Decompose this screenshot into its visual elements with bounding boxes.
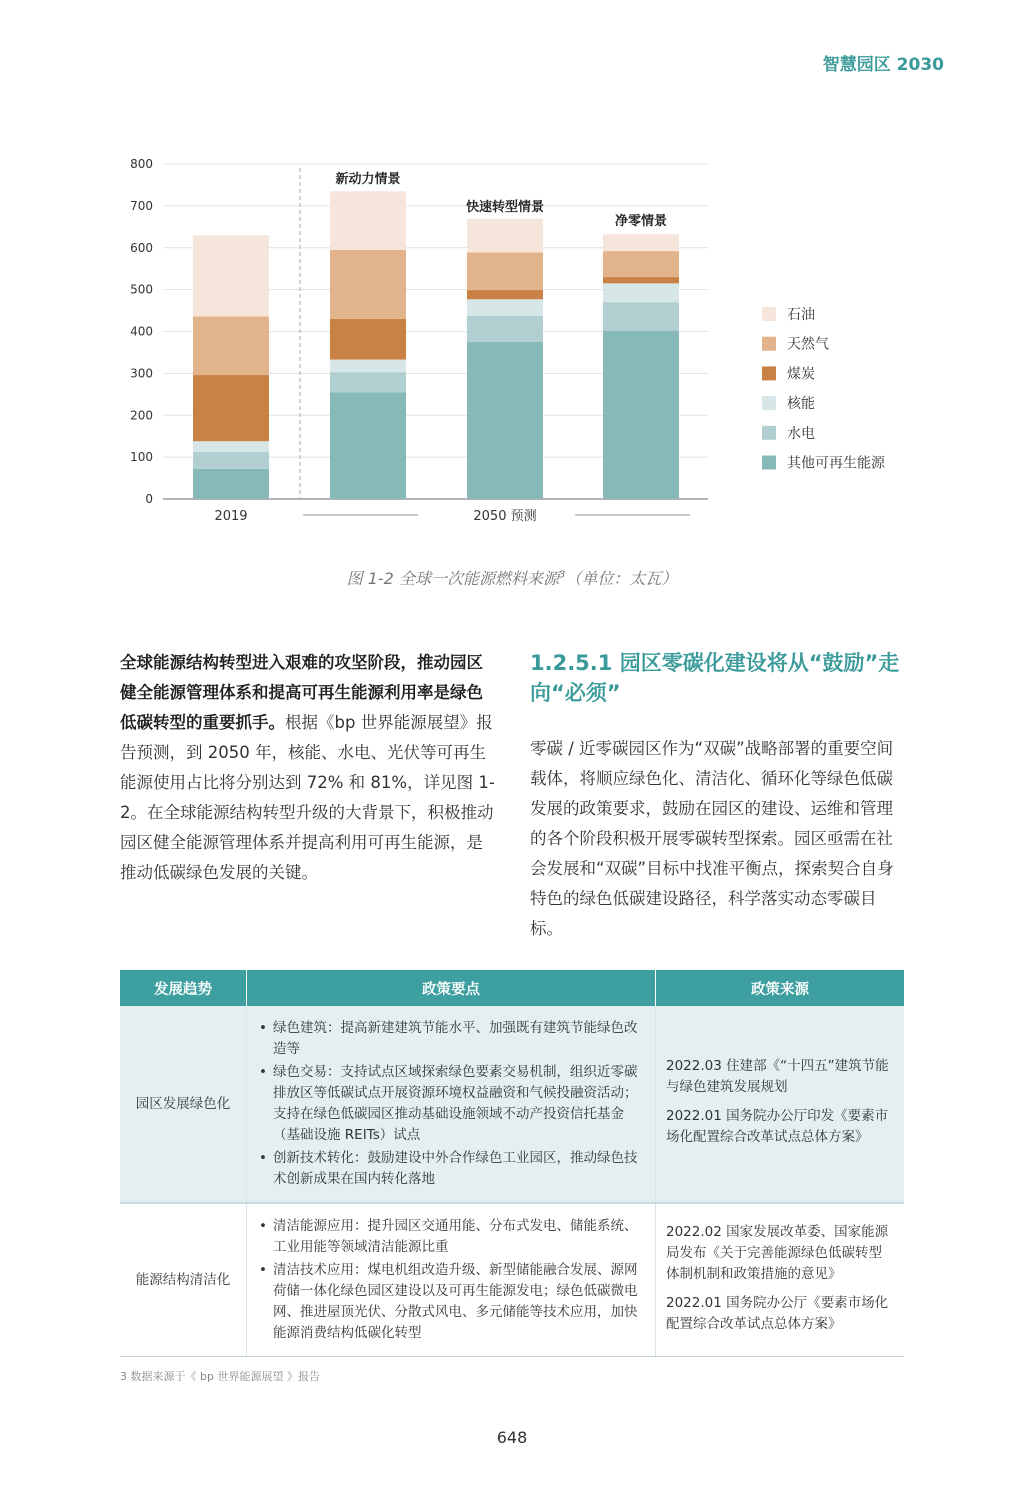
legend-label: 其他可再生能源 [787, 455, 885, 472]
scenario-label: 净零情景 [614, 214, 668, 229]
section-body: 零碳 / 近零碳园区作为“双碳”战略部署的重要空间载体，将顺应绿色化、清洁化、循环化等绿色低碳发展的政策要求，鼓励在园区的建设、运维和管理的各个阶段积极开展零碳转型探索。园区亟需在社会发展和“双碳”目标中找准平衡点，探索契合自身特色的绿色低碳建设路径，科学落实动态零碳目标。 [530, 739, 894, 938]
y-tick-label: 200 [130, 408, 153, 423]
legend-label: 核能 [787, 396, 815, 413]
legend-label: 水电 [787, 425, 815, 442]
policy-source: 2022.02 国家发展改革委、国家能源局发布《关于完善能源绿色低碳转型体制机制和政策措施的意见》 [666, 1223, 889, 1282]
table-header-row [120, 970, 904, 1006]
intro-body: 根据《bp 世界能源展望》报告预测，到 2050 年，核能、水电、光伏等可再生能源使用占比将分别达到 72% 和 81%，详见图 1-2。在全球能源结构转型升级的大背景下，积极推动园区健全能源管理体系并提高利用可再生能源，是推动低碳绿色发展的关键。 [120, 713, 495, 882]
policy-point: • 绿色建筑：提高新建建筑节能水平、加强既有建筑节能绿色改造等 [273, 1018, 645, 1060]
bar-segment [467, 342, 543, 499]
policy-source: 2022.03 住建部《“十四五”建筑节能与绿色建筑发展规划 [666, 1058, 889, 1095]
bar-segment [193, 375, 269, 441]
legend-label: 天然气 [787, 336, 829, 353]
y-tick-label: 100 [130, 450, 153, 465]
policy-point: • 创新技术转化：鼓励建设中外合作绿色工业园区，推动绿色技术创新成果在国内转化落地 [273, 1148, 645, 1190]
bar-segment [193, 469, 269, 499]
legend-swatch [762, 307, 776, 321]
legend-swatch [762, 426, 776, 440]
caption-footnote-ref: 3 [558, 569, 566, 581]
bar-segment [193, 452, 269, 469]
legend-label: 煤炭 [787, 366, 815, 383]
caption-main: 图 1-2 全球一次能源燃料来源 [346, 569, 559, 588]
header-trend: 发展趋势 [120, 970, 247, 1006]
section-1-2-5-1 [530, 648, 908, 944]
bar-segment [330, 360, 406, 373]
y-tick-label: 400 [130, 324, 153, 339]
header-points: 政策要点 [247, 970, 656, 1006]
bar-segment [603, 251, 679, 277]
x-group-label: 2050 预测 [473, 509, 537, 524]
bar-segment [330, 191, 406, 250]
bar-segment [193, 316, 269, 375]
y-tick-label: 800 [130, 157, 153, 171]
points-cell [247, 1006, 656, 1203]
y-tick-label: 500 [130, 282, 153, 297]
footnote: 3 数据来源于《 bp 世界能源展望 》报告 [120, 1370, 320, 1383]
policy-source: 2022.01 国务院办公厅《要素市场化配置综合改革试点总体方案》 [666, 1294, 889, 1332]
source-cell [656, 1006, 905, 1203]
table-row [120, 1006, 904, 1203]
policy-table [120, 970, 904, 1357]
bar-segment [467, 219, 543, 253]
bar-segment [603, 302, 679, 330]
points-cell [247, 1203, 656, 1357]
trend-cell: 园区发展绿色化 [120, 1006, 247, 1203]
legend-swatch [762, 396, 776, 410]
bar-segment [330, 372, 406, 392]
bar-segment [603, 331, 679, 499]
y-tick-label: 300 [130, 366, 153, 381]
scenario-label: 快速转型情景 [465, 200, 545, 215]
scenario-label: 新动力情景 [335, 172, 401, 187]
policy-point: • 清洁技术应用：煤电机组改造升级、新型储能融合发展、源网荷储一体化绿色园区建设以及可再生能源发电；绿色低碳微电网、推进屋顶光伏、分散式风电、多元储能等技术应用，加快能源消费结构低碳化转型 [273, 1260, 645, 1344]
page-number: 648 [496, 1428, 528, 1447]
intro-paragraph [120, 648, 498, 888]
caption-unit: （单位：太瓦） [565, 569, 678, 588]
bar-segment [330, 319, 406, 360]
bar-segment [603, 234, 679, 251]
x-group-label: 2019 [214, 509, 248, 524]
figure-caption [0, 566, 1024, 589]
header-source: 政策来源 [656, 970, 905, 1006]
section-title: 1.2.5.1 园区零碳化建设将从“鼓励”走向“必须” [530, 651, 900, 705]
bar-segment [330, 392, 406, 499]
bar-segment [467, 290, 543, 299]
bar-segment [603, 277, 679, 283]
bar-segment [330, 250, 406, 319]
page-header-title: 智慧园区 2030 [822, 55, 944, 75]
bar-segment [193, 235, 269, 316]
trend-cell: 能源结构清洁化 [120, 1203, 247, 1357]
source-cell [656, 1203, 905, 1357]
y-tick-label: 0 [145, 492, 153, 506]
legend-swatch [762, 456, 776, 470]
legend-swatch [762, 366, 776, 380]
legend-swatch [762, 337, 776, 351]
bar-segment [193, 441, 269, 452]
bar-segment [467, 299, 543, 316]
policy-source: 2022.01 国务院办公厅印发《要素市场化配置综合改革试点总体方案》 [666, 1108, 889, 1145]
energy-source-chart [110, 150, 910, 540]
bar-segment [467, 316, 543, 342]
legend-label: 石油 [787, 307, 815, 323]
intro-bold-lead: 全球能源结构转型进入艰难的攻坚阶段，推动园区健全能源管理体系和提高可再生能源利用率是绿色低碳转型的重要抓手。 [120, 653, 483, 732]
bar-segment [467, 252, 543, 290]
y-tick-label: 600 [130, 240, 153, 255]
policy-point: • 清洁能源应用：提升园区交通用能、分布式发电、储能系统、工业用能等领域清洁能源比重 [273, 1216, 645, 1258]
table-row [120, 1203, 904, 1357]
policy-point: • 绿色交易：支持试点区域探索绿色要素交易机制，组织近零碳排放区等低碳试点开展资源环境权益融资和气候投融资活动；支持在绿色低碳园区推动基础设施领域不动产投资信托基金（基础设施 REITs）试点 [273, 1062, 645, 1146]
y-tick-label: 700 [130, 198, 153, 213]
bar-segment [603, 283, 679, 302]
